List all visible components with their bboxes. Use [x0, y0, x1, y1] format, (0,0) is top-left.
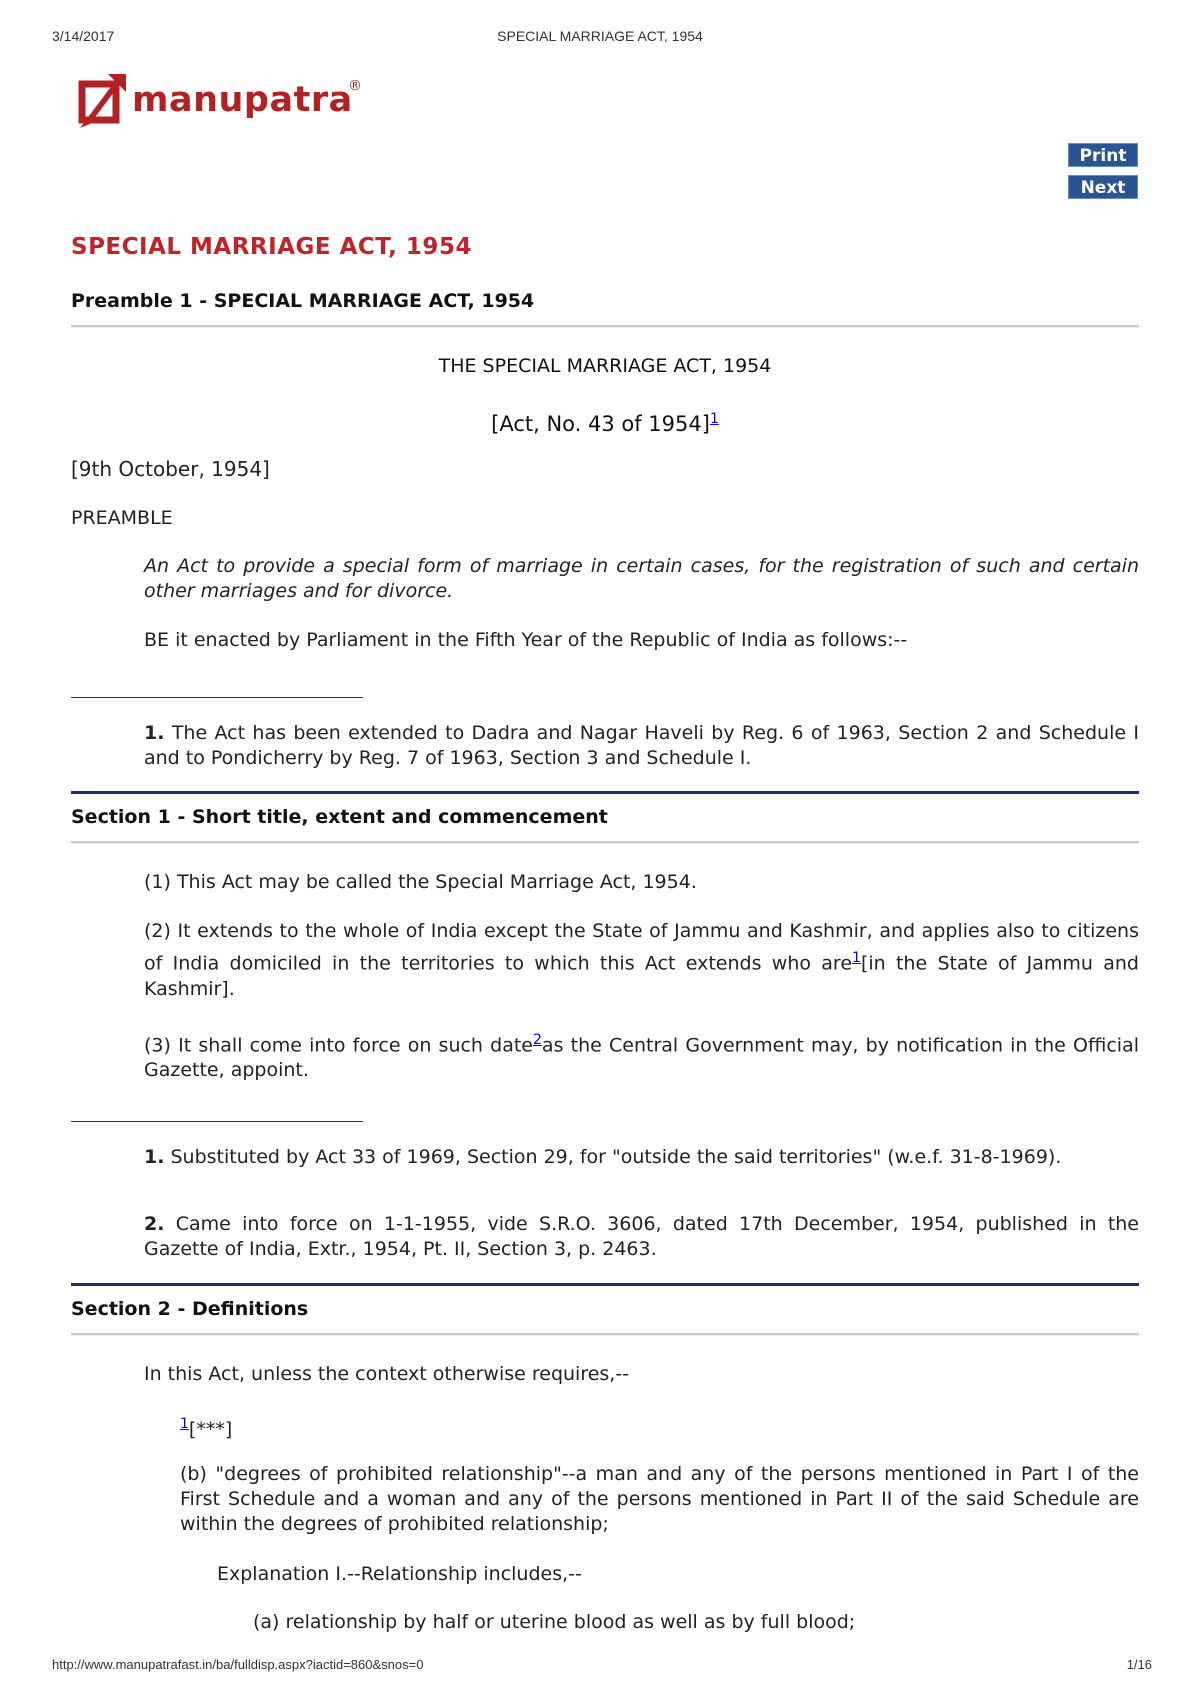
act-number-text: [Act, No. 43 of 1954]	[491, 412, 710, 436]
logo-registered-mark: ®	[348, 78, 362, 94]
section-1-heading: Section 1 - Short title, extent and commencement	[71, 806, 608, 828]
clause-text: as the Central Government may, by notification in the Official Gazette, appoint.	[144, 1034, 1139, 1082]
footnote-text: The Act has been extended to Dadra and Nagar Haveli by Reg. 6 of 1963, Section 2 and Schedule I and to Pondicherry by Reg. 7 of 1963, Section 3 and Schedule I.	[144, 722, 1140, 769]
section-2-omitted-clause	[180, 1410, 232, 1442]
section-2-clause-b: (b) "degrees of prohibited relationship"--a man and any of the persons mentioned in Part I of the First Schedule and a woman and any of the persons mentioned in Part II of the said Schedule are within the degrees of prohibited relationship;	[180, 1463, 1139, 1535]
footnote-number: 2.	[144, 1213, 165, 1235]
footnote-divider	[71, 697, 363, 698]
clause-text: [***]	[188, 1418, 233, 1441]
print-footer	[0, 1657, 1200, 1677]
divider	[71, 841, 1139, 844]
print-title: SPECIAL MARRIAGE ACT, 1954	[497, 28, 703, 44]
footnote-link[interactable]: 1	[852, 950, 861, 966]
act-title: THE SPECIAL MARRIAGE ACT, 1954	[438, 355, 772, 377]
act-date: [9th October, 1954]	[71, 457, 270, 481]
footnote-number: 1.	[144, 722, 165, 744]
clause-text: (2) It extends to the whole of India except the State of Jammu and Kashmir, and applies also to citizens of India domiciled in the territories to which this Act extends who are	[144, 920, 1139, 975]
manupatra-logo[interactable]	[78, 74, 378, 134]
long-title: An Act to provide a special form of marriage in certain cases, for the registration of such and certain other marriages and for divorce.	[144, 555, 1139, 602]
preamble-label: PREAMBLE	[71, 507, 173, 529]
next-button[interactable]: Next	[1068, 175, 1138, 199]
act-number	[71, 408, 1139, 436]
manupatra-logo-icon	[78, 74, 128, 130]
divider	[71, 325, 1139, 328]
explanation-1-clause-a: (a) relationship by half or uterine blood as well as by full blood;	[253, 1611, 856, 1633]
footnote-text: Substituted by Act 33 of 1969, Section 29, for "outside the said territories" (w.e.f. 31-8-1969).	[170, 1146, 1062, 1168]
logo-wordmark: manupatra	[132, 80, 353, 120]
section-2-intro: In this Act, unless the context otherwise requires,--	[144, 1363, 630, 1385]
section-1-clause-3	[144, 1026, 1139, 1083]
page-number: 1/16	[1126, 1657, 1152, 1672]
section-divider	[71, 1283, 1139, 1286]
section-2-heading: Section 2 - Definitions	[71, 1298, 309, 1320]
footnote-item	[144, 1145, 1139, 1170]
document-title: SPECIAL MARRIAGE ACT, 1954	[71, 234, 472, 260]
footnote-number: 1.	[144, 1146, 165, 1168]
explanation-1: Explanation I.--Relationship includes,--	[217, 1563, 582, 1585]
print-url: http://www.manupatrafast.in/ba/fulldisp.aspx?iactid=860&snos=0	[52, 1657, 424, 1672]
section-1-clause-1: (1) This Act may be called the Special Marriage Act, 1954.	[144, 871, 697, 893]
footnote-item	[144, 721, 1139, 771]
footnote-divider	[71, 1121, 363, 1122]
footnote-link[interactable]: 1	[180, 1416, 189, 1432]
enacting-formula: BE it enacted by Parliament in the Fifth Year of the Republic of India as follows:--	[144, 629, 908, 651]
print-button[interactable]: Print	[1068, 143, 1138, 167]
footnote-text: Came into force on 1-1-1955, vide S.R.O. 3606, dated 17th December, 1954, published in the Gazette of India, Extr., 1954, Pt. II, Section 3, p. 2463.	[144, 1213, 1139, 1260]
footnote-link[interactable]: 2	[533, 1032, 542, 1048]
divider	[71, 1333, 1139, 1336]
clause-text: [in the State of Jammu and Kashmir].	[144, 952, 1139, 1001]
footnote-item	[144, 1212, 1139, 1262]
preamble-heading: Preamble 1 - SPECIAL MARRIAGE ACT, 1954	[71, 290, 535, 312]
footnote-link[interactable]: 1	[709, 411, 719, 427]
clause-text: (3) It shall come into force on such date	[144, 1034, 533, 1057]
section-divider	[71, 791, 1139, 794]
section-1-clause-2	[144, 918, 1139, 1002]
print-date: 3/14/2017	[52, 28, 115, 44]
print-header	[0, 28, 1200, 48]
